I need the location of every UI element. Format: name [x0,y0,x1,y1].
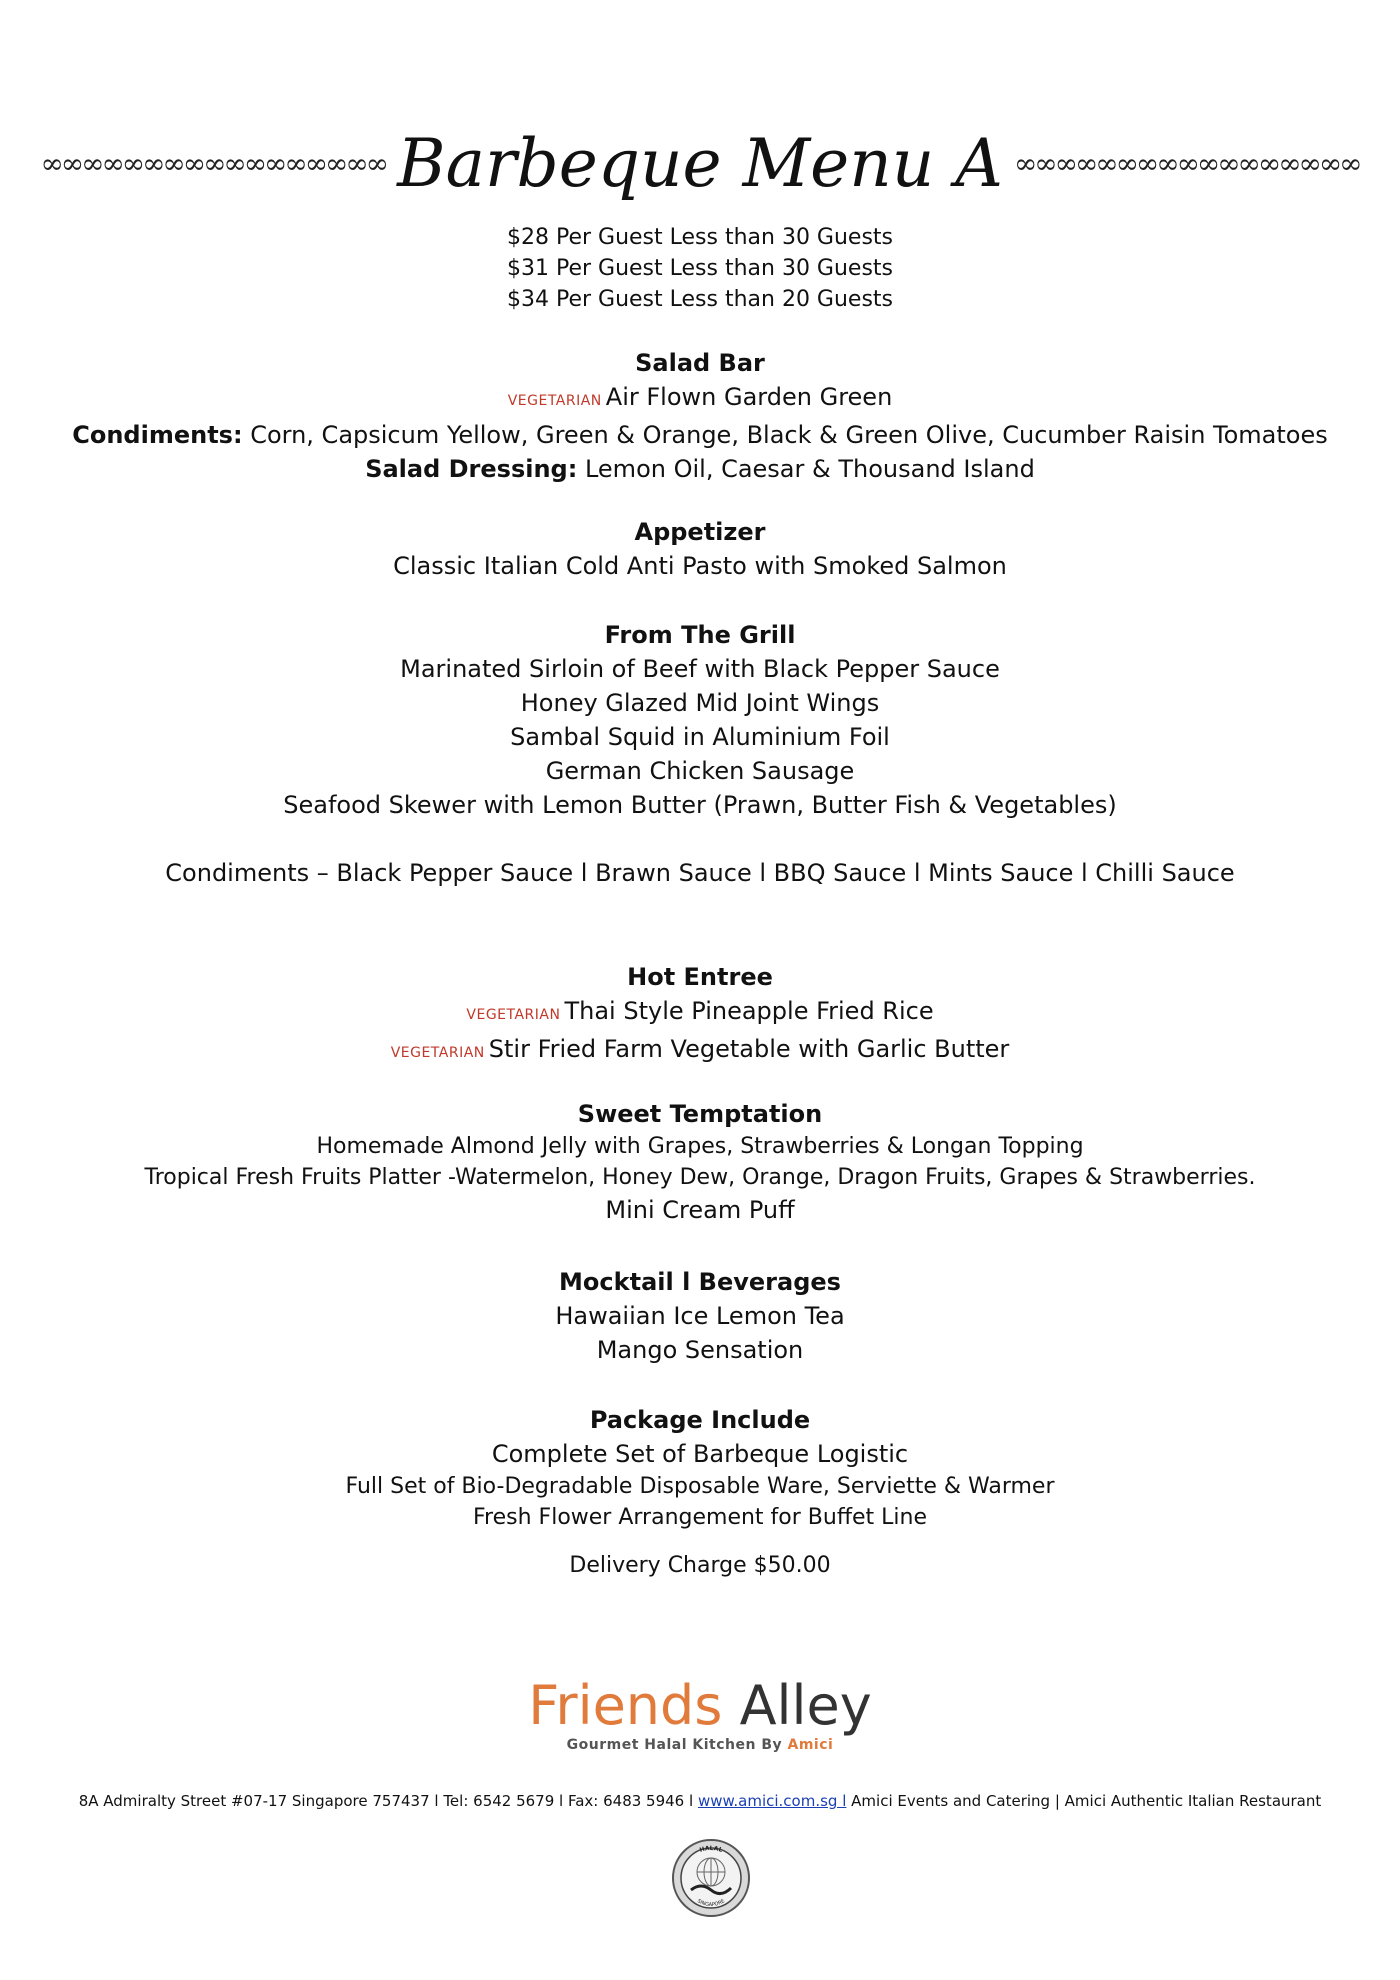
condiments-text: Corn, Capsicum Yellow, Green & Orange, Black & Green Olive, Cucumber Raisin Tomatoes [250,421,1328,449]
dressing-line [0,452,1400,486]
menu-item: Mini Cream Puff [605,1196,795,1224]
section-sweet [0,1097,1400,1227]
menu-item: Complete Set of Barbeque Logistic [491,1440,909,1468]
menu-item: VEGETARIAN Stir Fried Farm Vegetable with Garlic Butter [390,1035,1010,1063]
menu-item: Hawaiian Ice Lemon Tea [555,1302,845,1330]
menu-item: Tropical Fresh Fruits Platter -Watermelon, Honey Dew, Orange, Dragon Fruits, Grapes & Strawberries. [144,1165,1256,1190]
section-package [0,1403,1400,1581]
menu-item: Classic Italian Cold Anti Pasto with Smoked Salmon [393,552,1007,580]
vegetarian-tag: VEGETARIAN [507,393,602,409]
price-line: $31 Per Guest Less than 30 Guests [506,256,894,281]
price-line: $34 Per Guest Less than 20 Guests [506,287,894,312]
section-title: Hot Entree [627,963,773,991]
menu-item: Full Set of Bio-Degradable Disposable Ware, Serviette & Warmer [345,1474,1055,1499]
menu-item: German Chicken Sausage [545,757,855,785]
menu-item: Sambal Squid in Aluminium Foil [510,723,890,751]
website-link[interactable]: www.amici.com.sg l [697,1792,847,1810]
condiments-line [0,418,1400,452]
section-title: Mocktail l Beverages [559,1268,841,1296]
logo-tagline: Gourmet Halal Kitchen By Amici [566,1737,834,1753]
ornament-left: ∞∞∞∞∞∞∞∞∞∞∞∞∞∞∞∞∞ [40,147,386,180]
menu-item: VEGETARIAN Air Flown Garden Green [507,383,893,411]
seal-text-bottom: SINGAPORE [696,1898,726,1909]
logo-word-friends: Friends [528,1674,723,1737]
section-grill [0,618,1400,890]
delivery-charge: Delivery Charge $50.00 [569,1553,831,1578]
menu-item: Mango Sensation [596,1336,804,1364]
section-appetizer [0,515,1400,583]
menu-item: VEGETARIAN Thai Style Pineapple Fried Rice [466,997,934,1025]
dressing-text: Lemon Oil, Caesar & Thousand Island [584,455,1035,483]
menu-item: Honey Glazed Mid Joint Wings [520,689,880,717]
section-title: Appetizer [634,518,766,546]
logo-word-alley: Alley [739,1674,872,1737]
seal-text-top: HALAL [698,1844,724,1854]
section-title: From The Grill [604,621,796,649]
section-hot-entree [0,960,1400,1070]
footer-contact [0,1792,1400,1810]
vegetarian-tag: VEGETARIAN [466,1007,561,1023]
price-line: $28 Per Guest Less than 30 Guests [506,225,894,250]
menu-item: Fresh Flower Arrangement for Buffet Line [473,1505,927,1530]
grill-condiments: Condiments – Black Pepper Sauce l Brawn Sauce l BBQ Sauce l Mints Sauce l Chilli Sauce [165,859,1235,887]
logo-tagline-brand: Amici [787,1737,834,1753]
section-title: Salad Bar [635,349,765,377]
menu-item: Homemade Almond Jelly with Grapes, Strawberries & Longan Topping [316,1134,1084,1159]
footer-tail: Amici Events and Catering | Amici Authentic Italian Restaurant [851,1792,1322,1810]
menu-item: Marinated Sirloin of Beef with Black Pepper Sauce [400,655,1000,683]
section-beverages [0,1265,1400,1367]
section-salad-bar [0,346,1400,486]
section-title: Sweet Temptation [577,1100,823,1128]
menu-item: Seafood Skewer with Lemon Butter (Prawn, Butter Fish & Vegetables) [283,791,1117,819]
vegetarian-tag: VEGETARIAN [390,1045,485,1061]
dressing-label: Salad Dressing: [365,455,578,483]
menu-header [0,125,1400,215]
halal-seal-icon [671,1838,751,1918]
price-list [0,222,1400,315]
friends-alley-logo [0,1675,1400,1753]
condiments-label: Condiments: [72,421,243,449]
footer-address: 8A Admiralty Street #07-17 Singapore 757437 l Tel: 6542 5679 l Fax: 6483 5946 l [78,1792,694,1810]
section-title: Package Include [589,1406,811,1434]
ornament-right: ∞∞∞∞∞∞∞∞∞∞∞∞∞∞∞∞∞ [1013,147,1360,180]
menu-title: Barbeque Menu A [397,125,1003,202]
